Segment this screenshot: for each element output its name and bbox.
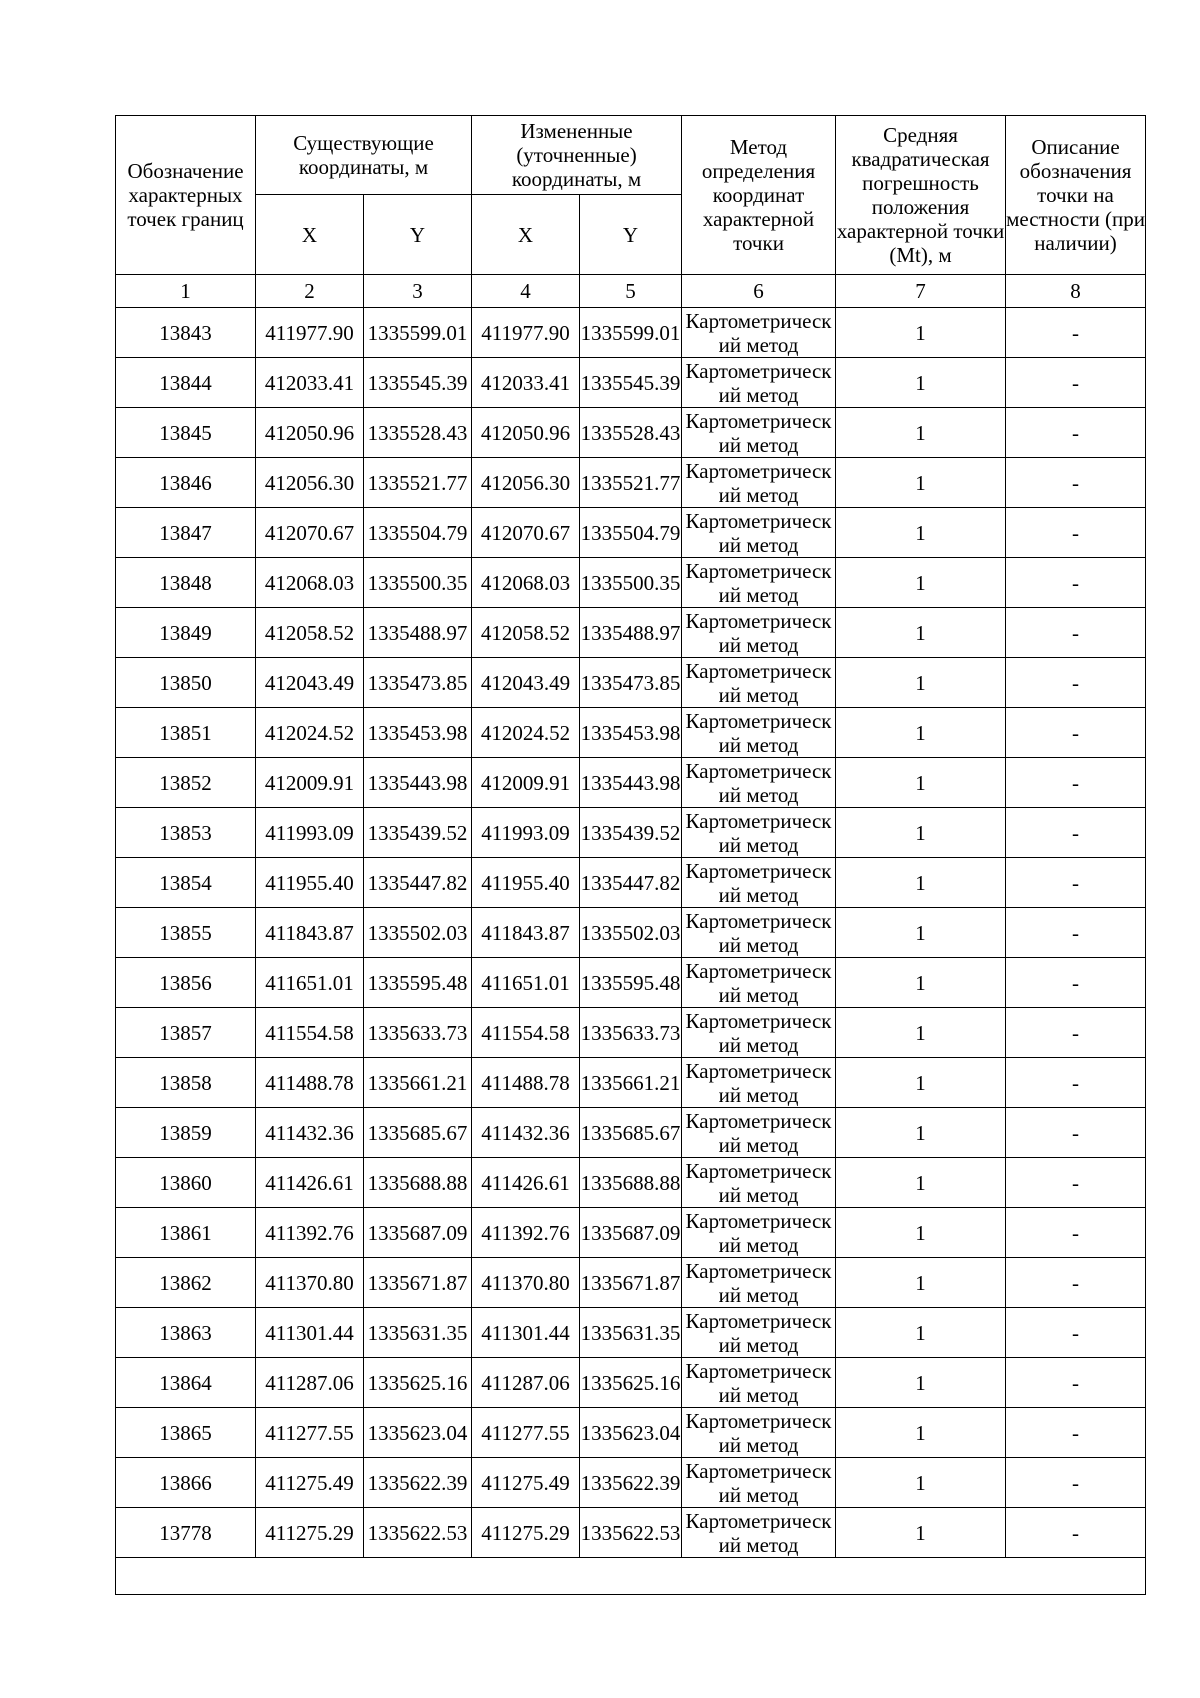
existing-y-cell: 1335599.01 bbox=[364, 308, 472, 358]
method-cell: Картометрический метод bbox=[682, 808, 836, 858]
changed-x-cell: 412056.30 bbox=[472, 458, 580, 508]
changed-y-cell: 1335595.48 bbox=[580, 958, 682, 1008]
description-cell: - bbox=[1006, 1258, 1146, 1308]
empty-footer-cell bbox=[116, 1558, 1146, 1595]
existing-x-cell: 412056.30 bbox=[256, 458, 364, 508]
method-cell: Картометрический метод bbox=[682, 458, 836, 508]
error-cell: 1 bbox=[836, 1158, 1006, 1208]
existing-x-cell: 411488.78 bbox=[256, 1058, 364, 1108]
column-number: 2 bbox=[256, 275, 364, 308]
changed-y-cell: 1335443.98 bbox=[580, 758, 682, 808]
changed-y-cell: 1335502.03 bbox=[580, 908, 682, 958]
point-id-cell: 13863 bbox=[116, 1308, 256, 1358]
existing-x-cell: 412043.49 bbox=[256, 658, 364, 708]
changed-x-cell: 412024.52 bbox=[472, 708, 580, 758]
table-row bbox=[116, 1058, 1146, 1108]
description-cell: - bbox=[1006, 658, 1146, 708]
designation-header: Обозначение характерных точек границ bbox=[116, 116, 256, 275]
table-row bbox=[116, 858, 1146, 908]
description-cell: - bbox=[1006, 1308, 1146, 1358]
description-cell: - bbox=[1006, 508, 1146, 558]
method-cell: Картометрический метод bbox=[682, 408, 836, 458]
point-id-cell: 13855 bbox=[116, 908, 256, 958]
existing-y-cell: 1335685.67 bbox=[364, 1108, 472, 1158]
point-id-cell: 13858 bbox=[116, 1058, 256, 1108]
changed-x-cell: 412068.03 bbox=[472, 558, 580, 608]
point-id-cell: 13844 bbox=[116, 358, 256, 408]
existing-x-cell: 411554.58 bbox=[256, 1008, 364, 1058]
existing-coordinates-header: Существующие координаты, м bbox=[256, 116, 472, 195]
existing-y-header: Y bbox=[364, 195, 472, 275]
existing-x-cell: 411993.09 bbox=[256, 808, 364, 858]
existing-y-cell: 1335688.88 bbox=[364, 1158, 472, 1208]
changed-y-cell: 1335521.77 bbox=[580, 458, 682, 508]
existing-x-cell: 411426.61 bbox=[256, 1158, 364, 1208]
existing-y-cell: 1335545.39 bbox=[364, 358, 472, 408]
changed-y-cell: 1335545.39 bbox=[580, 358, 682, 408]
existing-x-cell: 412070.67 bbox=[256, 508, 364, 558]
method-cell: Картометрический метод bbox=[682, 608, 836, 658]
changed-x-cell: 411977.90 bbox=[472, 308, 580, 358]
changed-x-cell: 411432.36 bbox=[472, 1108, 580, 1158]
changed-y-cell: 1335453.98 bbox=[580, 708, 682, 758]
column-number: 8 bbox=[1006, 275, 1146, 308]
existing-y-cell: 1335528.43 bbox=[364, 408, 472, 458]
point-id-cell: 13852 bbox=[116, 758, 256, 808]
point-id-cell: 13862 bbox=[116, 1258, 256, 1308]
existing-x-cell: 411301.44 bbox=[256, 1308, 364, 1358]
description-cell: - bbox=[1006, 1058, 1146, 1108]
existing-x-cell: 411275.29 bbox=[256, 1508, 364, 1558]
method-cell: Картометрический метод bbox=[682, 1158, 836, 1208]
error-cell: 1 bbox=[836, 1208, 1006, 1258]
description-cell: - bbox=[1006, 1508, 1146, 1558]
error-cell: 1 bbox=[836, 1358, 1006, 1408]
existing-x-cell: 411287.06 bbox=[256, 1358, 364, 1408]
table-row bbox=[116, 408, 1146, 458]
error-cell: 1 bbox=[836, 1408, 1006, 1458]
changed-y-cell: 1335688.88 bbox=[580, 1158, 682, 1208]
existing-y-cell: 1335443.98 bbox=[364, 758, 472, 808]
description-cell: - bbox=[1006, 808, 1146, 858]
existing-y-cell: 1335687.09 bbox=[364, 1208, 472, 1258]
changed-y-cell: 1335623.04 bbox=[580, 1408, 682, 1458]
table-row bbox=[116, 558, 1146, 608]
description-cell: - bbox=[1006, 708, 1146, 758]
changed-y-cell: 1335622.53 bbox=[580, 1508, 682, 1558]
point-id-cell: 13851 bbox=[116, 708, 256, 758]
error-cell: 1 bbox=[836, 758, 1006, 808]
method-cell: Картометрический метод bbox=[682, 1358, 836, 1408]
error-cell: 1 bbox=[836, 908, 1006, 958]
method-cell: Картометрический метод bbox=[682, 358, 836, 408]
existing-y-cell: 1335439.52 bbox=[364, 808, 472, 858]
coordinates-table bbox=[115, 115, 1146, 1595]
existing-y-cell: 1335447.82 bbox=[364, 858, 472, 908]
error-header: Средняя квадратическая погрешность положения характерной точки (Mt), м bbox=[836, 116, 1006, 275]
description-cell: - bbox=[1006, 558, 1146, 608]
existing-x-cell: 411843.87 bbox=[256, 908, 364, 958]
existing-x-cell: 411651.01 bbox=[256, 958, 364, 1008]
changed-y-cell: 1335633.73 bbox=[580, 1008, 682, 1058]
method-cell: Картометрический метод bbox=[682, 1308, 836, 1358]
method-cell: Картометрический метод bbox=[682, 1008, 836, 1058]
existing-y-cell: 1335622.39 bbox=[364, 1458, 472, 1508]
error-cell: 1 bbox=[836, 1508, 1006, 1558]
changed-x-cell: 411488.78 bbox=[472, 1058, 580, 1108]
existing-y-cell: 1335500.35 bbox=[364, 558, 472, 608]
changed-y-cell: 1335500.35 bbox=[580, 558, 682, 608]
changed-x-cell: 411370.80 bbox=[472, 1258, 580, 1308]
existing-y-cell: 1335502.03 bbox=[364, 908, 472, 958]
existing-x-cell: 411955.40 bbox=[256, 858, 364, 908]
description-cell: - bbox=[1006, 1158, 1146, 1208]
changed-x-cell: 411554.58 bbox=[472, 1008, 580, 1058]
table-row bbox=[116, 308, 1146, 358]
point-id-cell: 13778 bbox=[116, 1508, 256, 1558]
table-row bbox=[116, 1508, 1146, 1558]
description-cell: - bbox=[1006, 408, 1146, 458]
point-id-cell: 13847 bbox=[116, 508, 256, 558]
existing-x-cell: 411977.90 bbox=[256, 308, 364, 358]
changed-x-header: X bbox=[472, 195, 580, 275]
point-id-cell: 13865 bbox=[116, 1408, 256, 1458]
point-id-cell: 13860 bbox=[116, 1158, 256, 1208]
existing-y-cell: 1335622.53 bbox=[364, 1508, 472, 1558]
description-cell: - bbox=[1006, 358, 1146, 408]
error-cell: 1 bbox=[836, 358, 1006, 408]
error-cell: 1 bbox=[836, 1258, 1006, 1308]
changed-x-cell: 411955.40 bbox=[472, 858, 580, 908]
point-id-cell: 13857 bbox=[116, 1008, 256, 1058]
empty-footer-row bbox=[116, 1558, 1146, 1595]
point-id-cell: 13864 bbox=[116, 1358, 256, 1408]
point-id-cell: 13859 bbox=[116, 1108, 256, 1158]
table-row bbox=[116, 458, 1146, 508]
changed-x-cell: 411275.49 bbox=[472, 1458, 580, 1508]
changed-y-cell: 1335473.85 bbox=[580, 658, 682, 708]
method-cell: Картометрический метод bbox=[682, 1408, 836, 1458]
table-body bbox=[116, 275, 1146, 1558]
existing-x-cell: 412068.03 bbox=[256, 558, 364, 608]
point-id-cell: 13849 bbox=[116, 608, 256, 658]
existing-y-cell: 1335671.87 bbox=[364, 1258, 472, 1308]
changed-y-cell: 1335599.01 bbox=[580, 308, 682, 358]
changed-y-cell: 1335488.97 bbox=[580, 608, 682, 658]
column-number: 6 bbox=[682, 275, 836, 308]
error-cell: 1 bbox=[836, 408, 1006, 458]
table-row bbox=[116, 1108, 1146, 1158]
existing-x-cell: 411370.80 bbox=[256, 1258, 364, 1308]
error-cell: 1 bbox=[836, 858, 1006, 908]
changed-y-cell: 1335625.16 bbox=[580, 1358, 682, 1408]
table-row bbox=[116, 1158, 1146, 1208]
changed-x-cell: 411277.55 bbox=[472, 1408, 580, 1458]
column-number: 3 bbox=[364, 275, 472, 308]
description-header: Описание обозначения точки на местности (при наличии) bbox=[1006, 116, 1146, 275]
changed-x-cell: 412070.67 bbox=[472, 508, 580, 558]
column-number: 4 bbox=[472, 275, 580, 308]
method-header: Метод определения координат характерной точки bbox=[682, 116, 836, 275]
existing-x-cell: 411275.49 bbox=[256, 1458, 364, 1508]
header-row bbox=[116, 116, 1146, 195]
existing-x-header: X bbox=[256, 195, 364, 275]
existing-y-cell: 1335661.21 bbox=[364, 1058, 472, 1108]
changed-x-cell: 411287.06 bbox=[472, 1358, 580, 1408]
description-cell: - bbox=[1006, 858, 1146, 908]
changed-x-cell: 412050.96 bbox=[472, 408, 580, 458]
method-cell: Картометрический метод bbox=[682, 758, 836, 808]
changed-coordinates-header: Измененные (уточненные) координаты, м bbox=[472, 116, 682, 195]
error-cell: 1 bbox=[836, 458, 1006, 508]
table-row bbox=[116, 508, 1146, 558]
error-cell: 1 bbox=[836, 1058, 1006, 1108]
description-cell: - bbox=[1006, 1358, 1146, 1408]
point-id-cell: 13845 bbox=[116, 408, 256, 458]
changed-y-cell: 1335687.09 bbox=[580, 1208, 682, 1258]
existing-y-cell: 1335623.04 bbox=[364, 1408, 472, 1458]
table-row bbox=[116, 608, 1146, 658]
method-cell: Картометрический метод bbox=[682, 708, 836, 758]
existing-x-cell: 411392.76 bbox=[256, 1208, 364, 1258]
changed-x-cell: 412058.52 bbox=[472, 608, 580, 658]
error-cell: 1 bbox=[836, 708, 1006, 758]
existing-y-cell: 1335595.48 bbox=[364, 958, 472, 1008]
error-cell: 1 bbox=[836, 558, 1006, 608]
error-cell: 1 bbox=[836, 808, 1006, 858]
changed-x-cell: 411993.09 bbox=[472, 808, 580, 858]
changed-y-cell: 1335671.87 bbox=[580, 1258, 682, 1308]
point-id-cell: 13848 bbox=[116, 558, 256, 608]
existing-y-cell: 1335473.85 bbox=[364, 658, 472, 708]
method-cell: Картометрический метод bbox=[682, 1108, 836, 1158]
point-id-cell: 13856 bbox=[116, 958, 256, 1008]
changed-x-cell: 411275.29 bbox=[472, 1508, 580, 1558]
description-cell: - bbox=[1006, 608, 1146, 658]
existing-y-cell: 1335625.16 bbox=[364, 1358, 472, 1408]
changed-x-cell: 412033.41 bbox=[472, 358, 580, 408]
description-cell: - bbox=[1006, 1458, 1146, 1508]
existing-x-cell: 412050.96 bbox=[256, 408, 364, 458]
changed-x-cell: 412009.91 bbox=[472, 758, 580, 808]
point-id-cell: 13846 bbox=[116, 458, 256, 508]
error-cell: 1 bbox=[836, 308, 1006, 358]
column-number: 7 bbox=[836, 275, 1006, 308]
table-row bbox=[116, 708, 1146, 758]
point-id-cell: 13861 bbox=[116, 1208, 256, 1258]
description-cell: - bbox=[1006, 758, 1146, 808]
changed-y-header: Y bbox=[580, 195, 682, 275]
point-id-cell: 13853 bbox=[116, 808, 256, 858]
changed-x-cell: 411843.87 bbox=[472, 908, 580, 958]
table-row bbox=[116, 1458, 1146, 1508]
description-cell: - bbox=[1006, 908, 1146, 958]
existing-x-cell: 412058.52 bbox=[256, 608, 364, 658]
method-cell: Картометрический метод bbox=[682, 1258, 836, 1308]
changed-x-cell: 412043.49 bbox=[472, 658, 580, 708]
changed-y-cell: 1335685.67 bbox=[580, 1108, 682, 1158]
description-cell: - bbox=[1006, 1008, 1146, 1058]
existing-y-cell: 1335521.77 bbox=[364, 458, 472, 508]
table-row bbox=[116, 908, 1146, 958]
method-cell: Картометрический метод bbox=[682, 1458, 836, 1508]
changed-x-cell: 411426.61 bbox=[472, 1158, 580, 1208]
error-cell: 1 bbox=[836, 1308, 1006, 1358]
point-id-cell: 13850 bbox=[116, 658, 256, 708]
changed-y-cell: 1335528.43 bbox=[580, 408, 682, 458]
point-id-cell: 13854 bbox=[116, 858, 256, 908]
table-header bbox=[116, 116, 1146, 275]
method-cell: Картометрический метод bbox=[682, 908, 836, 958]
method-cell: Картометрический метод bbox=[682, 1058, 836, 1108]
table-row bbox=[116, 658, 1146, 708]
error-cell: 1 bbox=[836, 1458, 1006, 1508]
method-cell: Картометрический метод bbox=[682, 658, 836, 708]
point-id-cell: 13866 bbox=[116, 1458, 256, 1508]
changed-y-cell: 1335661.21 bbox=[580, 1058, 682, 1108]
existing-x-cell: 412024.52 bbox=[256, 708, 364, 758]
description-cell: - bbox=[1006, 958, 1146, 1008]
table-row bbox=[116, 758, 1146, 808]
description-cell: - bbox=[1006, 308, 1146, 358]
column-number: 1 bbox=[116, 275, 256, 308]
existing-y-cell: 1335488.97 bbox=[364, 608, 472, 658]
description-cell: - bbox=[1006, 1208, 1146, 1258]
table-row bbox=[116, 1358, 1146, 1408]
error-cell: 1 bbox=[836, 658, 1006, 708]
existing-y-cell: 1335504.79 bbox=[364, 508, 472, 558]
table-row bbox=[116, 958, 1146, 1008]
point-id-cell: 13843 bbox=[116, 308, 256, 358]
existing-y-cell: 1335453.98 bbox=[364, 708, 472, 758]
column-number-row bbox=[116, 275, 1146, 308]
table-row bbox=[116, 1308, 1146, 1358]
changed-x-cell: 411392.76 bbox=[472, 1208, 580, 1258]
method-cell: Картометрический метод bbox=[682, 308, 836, 358]
method-cell: Картометрический метод bbox=[682, 858, 836, 908]
existing-x-cell: 411432.36 bbox=[256, 1108, 364, 1158]
changed-x-cell: 411651.01 bbox=[472, 958, 580, 1008]
table-row bbox=[116, 1208, 1146, 1258]
changed-y-cell: 1335439.52 bbox=[580, 808, 682, 858]
existing-x-cell: 411277.55 bbox=[256, 1408, 364, 1458]
column-number: 5 bbox=[580, 275, 682, 308]
changed-y-cell: 1335504.79 bbox=[580, 508, 682, 558]
method-cell: Картометрический метод bbox=[682, 558, 836, 608]
error-cell: 1 bbox=[836, 1008, 1006, 1058]
existing-x-cell: 412033.41 bbox=[256, 358, 364, 408]
error-cell: 1 bbox=[836, 958, 1006, 1008]
existing-x-cell: 412009.91 bbox=[256, 758, 364, 808]
description-cell: - bbox=[1006, 1108, 1146, 1158]
existing-y-cell: 1335631.35 bbox=[364, 1308, 472, 1358]
changed-y-cell: 1335447.82 bbox=[580, 858, 682, 908]
table-row bbox=[116, 1008, 1146, 1058]
description-cell: - bbox=[1006, 458, 1146, 508]
description-cell: - bbox=[1006, 1408, 1146, 1458]
table-row bbox=[116, 808, 1146, 858]
method-cell: Картометрический метод bbox=[682, 508, 836, 558]
method-cell: Картометрический метод bbox=[682, 1508, 836, 1558]
error-cell: 1 bbox=[836, 1108, 1006, 1158]
changed-y-cell: 1335631.35 bbox=[580, 1308, 682, 1358]
table-row bbox=[116, 358, 1146, 408]
method-cell: Картометрический метод bbox=[682, 958, 836, 1008]
error-cell: 1 bbox=[836, 508, 1006, 558]
table-row bbox=[116, 1408, 1146, 1458]
changed-y-cell: 1335622.39 bbox=[580, 1458, 682, 1508]
method-cell: Картометрический метод bbox=[682, 1208, 836, 1258]
table-row bbox=[116, 1258, 1146, 1308]
existing-y-cell: 1335633.73 bbox=[364, 1008, 472, 1058]
error-cell: 1 bbox=[836, 608, 1006, 658]
changed-x-cell: 411301.44 bbox=[472, 1308, 580, 1358]
